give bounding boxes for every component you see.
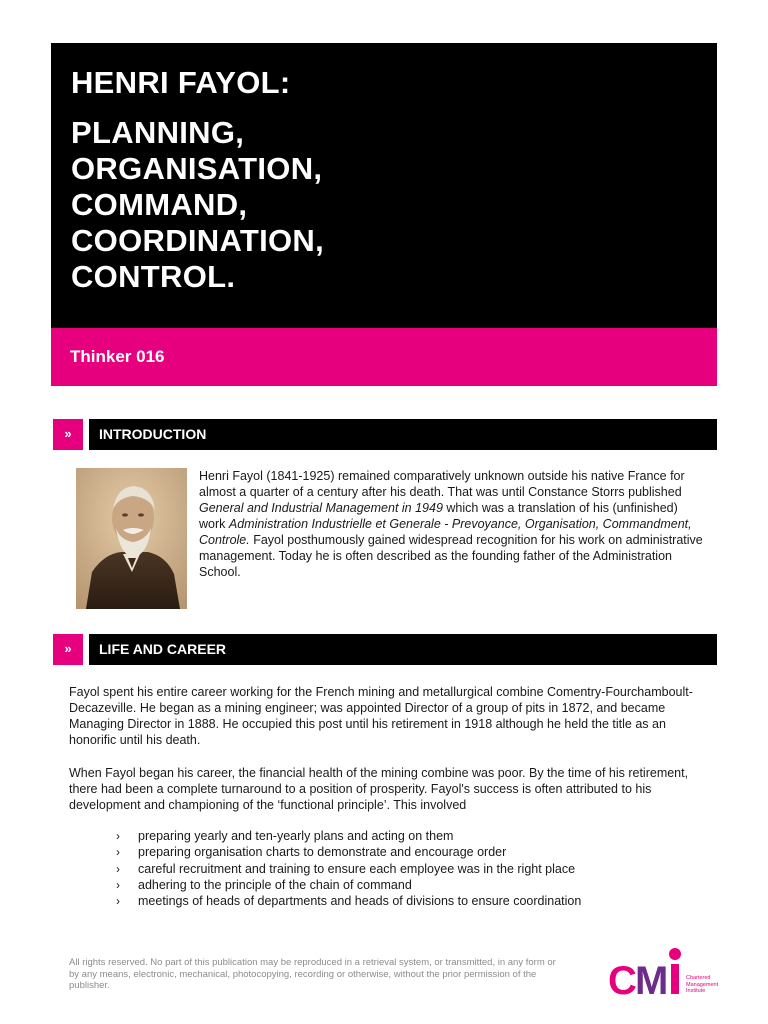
intro-paragraph	[199, 468, 707, 580]
bullet-chevron-icon: ›	[116, 861, 120, 876]
bullet-chevron-icon: ›	[116, 894, 120, 909]
section-title-life-and-career: LIFE AND CAREER	[99, 641, 227, 657]
intro-text-3: Fayol posthumously gained widespread recognition for his work on administrative management. Today he is often described as the founding father of the Administration School.	[199, 533, 703, 579]
section-marker: »	[53, 419, 83, 450]
section-title-bar	[89, 634, 717, 665]
title-line-coordination: COORDINATION,	[71, 223, 325, 258]
list-item	[116, 828, 676, 844]
section-title-bar	[89, 419, 717, 450]
title-line-planning: PLANNING,	[71, 115, 245, 150]
bullet-chevron-icon: ›	[116, 829, 120, 843]
svg-text:C: C	[608, 959, 637, 1000]
list-item	[116, 893, 676, 909]
section-header-life-and-career	[53, 634, 717, 665]
bullet-chevron-icon: ›	[116, 845, 120, 860]
section-marker: »	[53, 634, 83, 665]
portrait-image	[76, 468, 187, 609]
title-line-command: COMMAND,	[71, 187, 248, 222]
list-item-text: careful recruitment and training to ensure each employee was in the right place	[138, 861, 576, 876]
functional-principle-list	[116, 828, 676, 909]
list-item	[116, 844, 676, 860]
list-item-text: preparing yearly and ten-yearly plans and acting on them	[138, 829, 454, 843]
title-name: HENRI FAYOL:	[71, 65, 291, 100]
list-item-text: preparing organisation charts to demonstrate and encourage order	[138, 845, 507, 860]
bullet-chevron-icon: ›	[116, 877, 120, 892]
intro-text-1: Henri Fayol (1841-1925) remained comparatively unknown outside his native France for almost a quarter of a century after his death. That was until Constance Storrs published	[199, 469, 685, 499]
logo-subtitle-line: Institute	[686, 988, 706, 994]
title-block	[51, 43, 717, 328]
career-paragraph-2: When Fayol began his career, the financial health of the mining combine was poor. By the time of his retirement, there had been a complete turnaround to a position of prosperity. Fayol's success is often attributed to his development and championing of the ‘functional principle’. This involved	[69, 766, 689, 812]
list-item-text: meetings of heads of departments and heads of divisions to ensure coordination	[138, 894, 582, 909]
list-item	[116, 877, 676, 893]
thinker-label: Thinker 016	[70, 347, 165, 366]
intro-text-2: which was a translation of his (unfinished) work	[199, 501, 678, 531]
section-header-introduction	[53, 419, 717, 450]
intro-book-title-english: General and Industrial Management in 1949	[199, 501, 443, 515]
career-paragraph-1: Fayol spent his entire career working for the French mining and metallurgical combine Comentry-Fourchamboult-Decazeville. He began as a mining engineer; was appointed Director of a group of pits in 1872, and became Managing Director in 1888. He occupied this post until his retirement in 1918 although he held the title as an honorific until his death.	[69, 685, 693, 747]
title-line-control: CONTROL.	[71, 259, 236, 294]
svg-text:M: M	[635, 959, 669, 1000]
intro-book-title-french: Administration Industrielle et Generale - Prevoyance, Organisation, Commandment, Controle.	[199, 517, 692, 547]
list-item	[116, 861, 676, 877]
copyright-notice: All rights reserved. No part of this publication may be reproduced in a retrieval system, or transmitted, in any form or by any means, electronic, mechanical, photocopying, recording or otherwise, without the prior permission of the publisher.	[69, 957, 556, 991]
logo-subtitle-line: Management	[686, 981, 719, 988]
title-line-organisation: ORGANISATION,	[71, 151, 323, 186]
logo-subtitle	[686, 975, 718, 995]
section-title-introduction: INTRODUCTION	[99, 426, 207, 442]
logo-subtitle-line: Chartered	[686, 975, 711, 981]
list-item-text: adhering to the principle of the chain of command	[138, 877, 412, 892]
thinker-band	[51, 328, 717, 386]
